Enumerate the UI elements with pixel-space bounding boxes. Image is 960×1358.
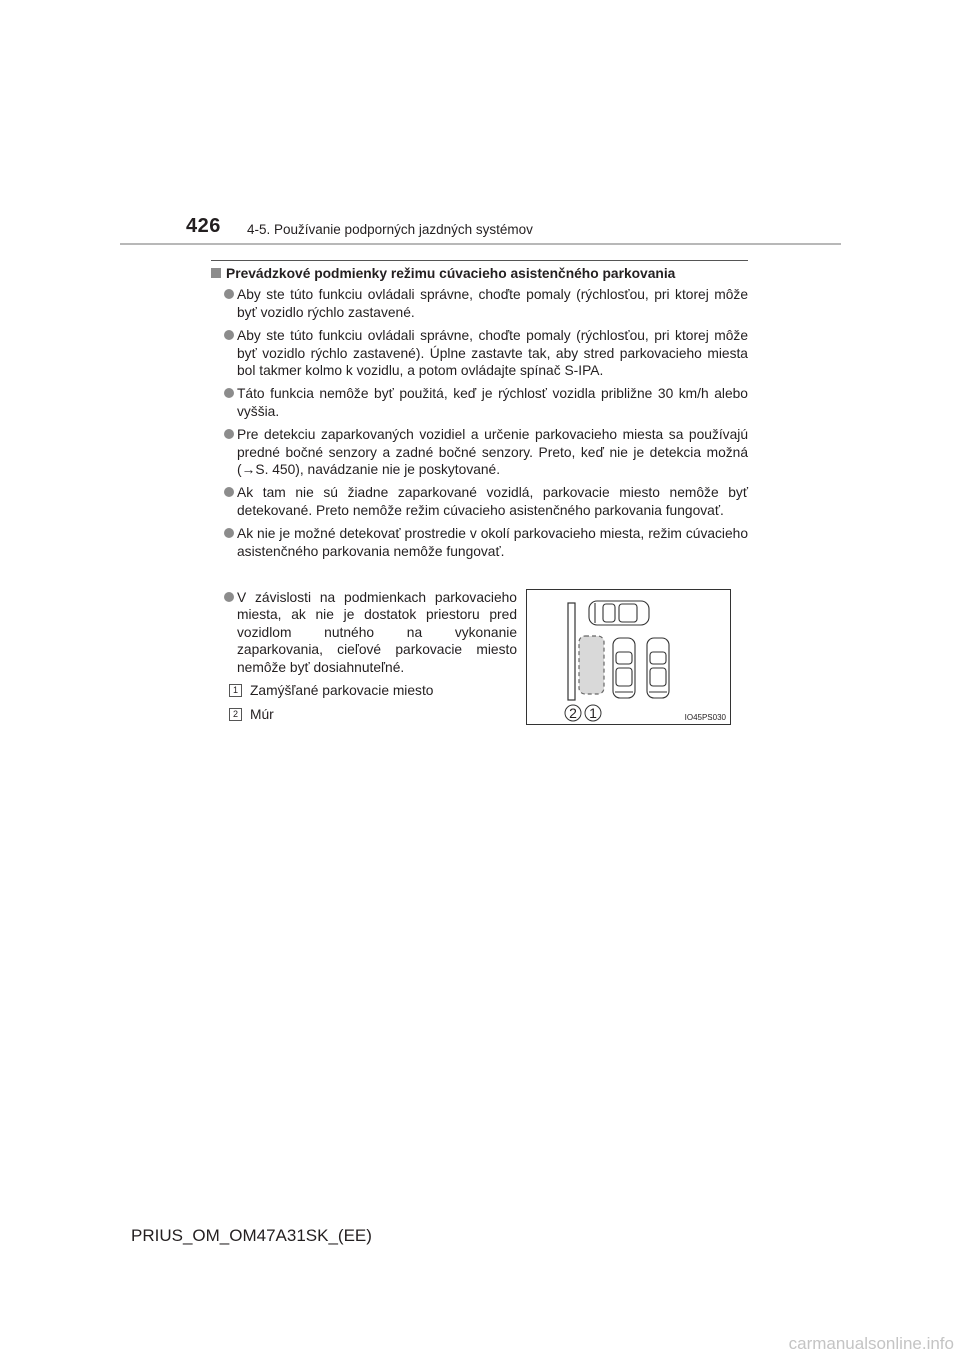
- legend-item: [211, 706, 517, 724]
- bullet-dot-icon: [224, 487, 234, 497]
- square-bullet-icon: [211, 268, 221, 278]
- bullet-dot-icon: [224, 388, 234, 398]
- list-item: [211, 589, 517, 676]
- page-number: 426: [186, 215, 221, 237]
- watermark: carmanualsonline.info: [788, 1334, 954, 1353]
- list-item-text: Aby ste túto funkciu ovládali správne, choďte pomaly (rýchlosťou, pri ktorej môže byť vozidlo rýchlo zastavené). Úplne zastavte tak, aby stred parkovacieho miesta bol takmer kolmo k vozidlu, a potom ovládajte spínač S-IPA.: [237, 328, 748, 379]
- wall-shape: [568, 603, 575, 700]
- list-item: [211, 385, 748, 420]
- list-item: [211, 484, 748, 519]
- target-parking-space: [579, 636, 604, 694]
- subheading: [211, 265, 748, 282]
- bullet-dot-icon: [224, 528, 234, 538]
- subheading-divider: [211, 260, 748, 261]
- bullet-dot-icon: [224, 592, 234, 602]
- parking-diagram: [527, 590, 730, 724]
- footer-code: PRIUS_OM_OM47A31SK_(EE): [131, 1226, 372, 1245]
- legend-label: Zamýšľané parkovacie miesto: [250, 683, 434, 699]
- car-icon: [647, 638, 669, 698]
- legend-number: 2: [229, 708, 242, 721]
- list-item: [211, 286, 748, 321]
- car-icon: [589, 601, 649, 625]
- main-content: [211, 265, 748, 566]
- list-item-text: Pre detekciu zaparkovaných vozidiel a určenie parkovacieho miesta sa používajú predné bočné senzory a zadné bočné senzory. Preto, keď nie je detekcia možná (→S. 450), navádzanie nie je poskytované.: [237, 427, 748, 478]
- callout-2: 2: [569, 705, 577, 721]
- car-icon: [613, 638, 635, 698]
- bullet-dot-icon: [224, 429, 234, 439]
- bullet-dot-icon: [224, 289, 234, 299]
- list-item-text: Ak tam nie sú žiadne zaparkované vozidlá, parkovacie miesto nemôže byť detekované. Preto nemôže režim cúvacieho asistenčného parkovania fungovať.: [237, 485, 748, 518]
- legend-item: [211, 682, 517, 700]
- list-item-text: Aby ste túto funkciu ovládali správne, choďte pomaly (rýchlosťou, pri ktorej môže byť vozidlo rýchlo zastavené.: [237, 287, 748, 320]
- legend-label: Múr: [250, 707, 274, 723]
- list-item: [211, 426, 748, 478]
- figure-code: IO45PS030: [684, 713, 726, 722]
- bullet-dot-icon: [224, 330, 234, 340]
- callout-1: 1: [589, 705, 597, 721]
- subheading-text: Prevádzkové podmienky režimu cúvacieho asistenčného parkovania: [226, 266, 676, 281]
- list-item: [211, 327, 748, 379]
- list-item-text: Ak nie je možné detekovať prostredie v okolí parkovacieho miesta, režim cúvacieho asistenčného parkovania nemôže fungovať.: [237, 526, 748, 559]
- legend-number: 1: [229, 684, 242, 697]
- header-divider: [120, 243, 841, 245]
- list-item-text: V závislosti na podmienkach parkovacieho miesta, ak nie je dostatok priestoru pred vozidlom nutného na vykonanie zaparkovania, cieľové parkovacie miesto nemôže byť dosiahnuteľné.: [237, 590, 517, 675]
- section-title: 4-5. Používanie podporných jazdných systémov: [247, 222, 533, 237]
- figure-text-block: [211, 589, 517, 724]
- list-item-text: Táto funkcia nemôže byť použitá, keď je rýchlosť vozidla približne 30 km/h alebo vyššia.: [237, 386, 748, 419]
- list-item: [211, 525, 748, 560]
- parking-illustration: [526, 589, 731, 725]
